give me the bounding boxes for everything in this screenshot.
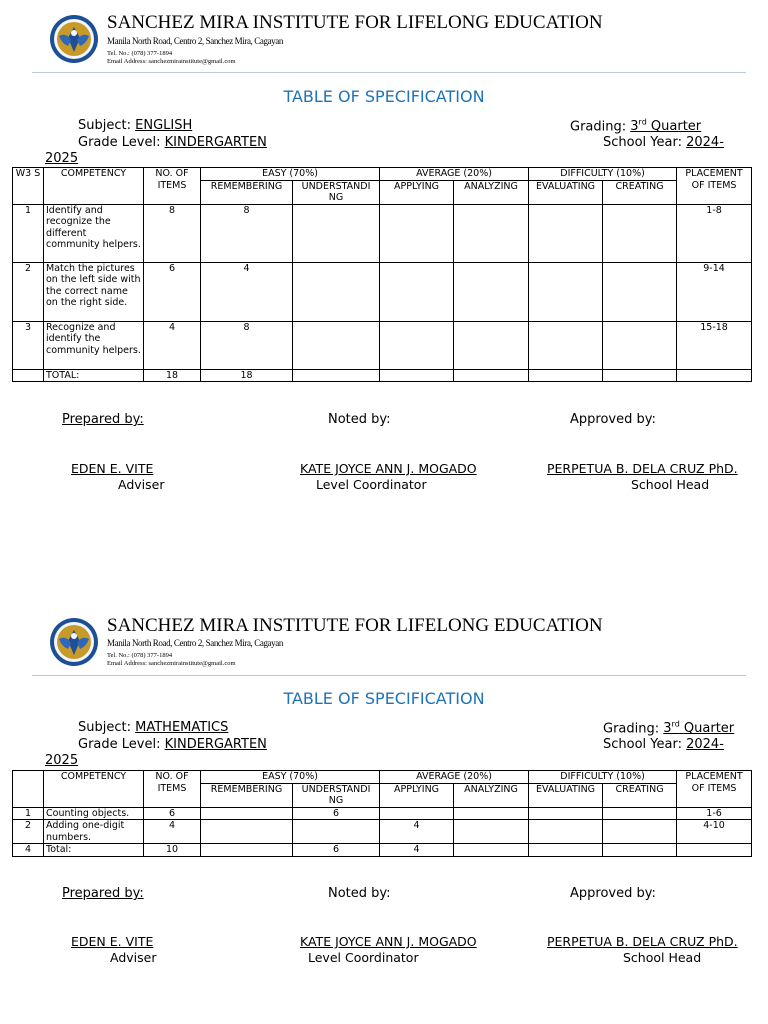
grade-level-value: KINDERGARTEN: [164, 737, 267, 752]
noted-by-label: Noted by:: [328, 886, 391, 901]
adviser-name: EDEN E. VITE: [71, 934, 154, 949]
school-year-continued: 2025: [45, 151, 79, 166]
header-competency: COMPETENCY: [44, 771, 144, 808]
prepared-by-label: Prepared by:: [62, 412, 144, 427]
subject-value: MATHEMATICS: [135, 720, 229, 735]
coordinator-role: Level Coordinator: [316, 477, 427, 492]
header-understanding: UNDERSTANDI NG: [293, 783, 380, 807]
coordinator-name: KATE JOYCE ANN J. MOGADO: [300, 461, 477, 476]
header-analyzing: ANALYZING: [454, 180, 529, 204]
grade-level-label: Grade Level:: [78, 737, 161, 752]
grading-line: [603, 720, 734, 736]
header-average: AVERAGE (20%): [380, 771, 529, 784]
header-easy: EASY (70%): [201, 168, 380, 181]
grading-label: Grading:: [570, 119, 627, 135]
grading-line: [570, 118, 701, 134]
page-title: TABLE OF SPECIFICATION: [283, 689, 485, 708]
table-row: 2 Match the pictures on the left side with the correct name on the right side. 6 4 9-14: [13, 262, 752, 321]
school-year-value: 2024-: [686, 737, 724, 752]
school-year-label: School Year:: [603, 737, 682, 752]
header-creating: CREATING: [603, 783, 677, 807]
subject-label: Subject:: [78, 118, 131, 133]
school-address: Manila North Road, Centro 2, Sanchez Mira, Cagayan: [107, 36, 283, 46]
header-analyzing: ANALYZING: [454, 783, 529, 807]
table-total-row: 4 Total: 10 6 4: [13, 844, 752, 857]
header-evaluating: EVALUATING: [529, 783, 603, 807]
adviser-role: Adviser: [118, 477, 165, 492]
adviser-name: EDEN E. VITE: [71, 461, 154, 476]
prepared-by-label: Prepared by:: [62, 886, 144, 901]
grade-level-value: KINDERGARTEN: [164, 135, 267, 150]
noted-by-label: Noted by:: [328, 412, 391, 427]
school-tel: Tel. No.: (078) 377-1894: [107, 652, 173, 659]
school-seal-icon: [49, 617, 99, 667]
grade-level-label: Grade Level:: [78, 135, 161, 150]
school-email: Email Address: sanchezmirainstitute@gmail.com: [107, 58, 236, 65]
grade-level-line: [78, 737, 267, 752]
header-items: NO. OF ITEMS: [144, 168, 201, 205]
header-applying: APPLYING: [380, 783, 454, 807]
school-address: Manila North Road, Centro 2, Sanchez Mira, Cagayan: [107, 638, 283, 648]
school-head-role: School Head: [631, 477, 710, 492]
header-evaluating: EVALUATING: [529, 180, 603, 204]
school-tel: Tel. No.: (078) 377-1894: [107, 50, 173, 57]
grading-value: 3rd Quarter: [663, 720, 735, 737]
school-name: SANCHEZ MIRA INSTITUTE FOR LIFELONG EDUCATION: [107, 12, 603, 33]
table-total-row: TOTAL: 18 18: [13, 369, 752, 382]
subject-line: [78, 720, 228, 735]
table-row: 2 Adding one-digit numbers. 4 4 4-10: [13, 820, 752, 844]
grade-level-line: [78, 135, 267, 150]
header-average: AVERAGE (20%): [380, 168, 529, 181]
approved-by-label: Approved by:: [570, 886, 656, 901]
header-remembering: REMEMBERING: [201, 180, 293, 204]
approved-by-label: Approved by:: [570, 412, 656, 427]
subject-value: ENGLISH: [135, 118, 193, 133]
table-row: 3 Recognize and identify the community helpers. 4 8 15-18: [13, 321, 752, 369]
school-head-role: School Head: [623, 950, 702, 965]
specification-table: [12, 167, 752, 382]
header-competency: COMPETENCY: [44, 168, 144, 205]
coordinator-role: Level Coordinator: [308, 950, 419, 965]
header-easy: EASY (70%): [201, 771, 380, 784]
school-name: SANCHEZ MIRA INSTITUTE FOR LIFELONG EDUCATION: [107, 615, 603, 636]
school-year-continued: 2025: [45, 753, 79, 768]
school-year-line: [603, 135, 724, 150]
header-understanding: UNDERSTANDI NG: [293, 180, 380, 204]
adviser-role: Adviser: [110, 950, 157, 965]
header-placement: PLACEMENT OF ITEMS: [677, 168, 752, 205]
school-year-label: School Year:: [603, 135, 682, 150]
school-head-name: PERPETUA B. DELA CRUZ PhD.: [547, 934, 738, 949]
header-applying: APPLYING: [380, 180, 454, 204]
header-divider: [32, 675, 746, 676]
school-head-name: PERPETUA B. DELA CRUZ PhD.: [547, 461, 738, 476]
header-items: NO. OF ITEMS: [144, 771, 201, 808]
header-weeks: [13, 771, 44, 808]
header-creating: CREATING: [603, 180, 677, 204]
subject-label: Subject:: [78, 720, 131, 735]
header-weeks: W3 S: [13, 168, 44, 205]
school-year-line: [603, 737, 724, 752]
table-row: 1 Identify and recognize the different community helpers. 8 8 1-8: [13, 204, 752, 262]
table-row: 1 Counting objects. 6 6 1-6: [13, 807, 752, 820]
school-year-value: 2024-: [686, 135, 724, 150]
grading-label: Grading:: [603, 721, 660, 737]
header-placement: PLACEMENT OF ITEMS: [677, 771, 752, 808]
coordinator-name: KATE JOYCE ANN J. MOGADO: [300, 934, 477, 949]
header-remembering: REMEMBERING: [201, 783, 293, 807]
page-title: TABLE OF SPECIFICATION: [283, 87, 485, 106]
school-seal-icon: [49, 14, 99, 64]
subject-line: [78, 118, 192, 133]
header-divider: [32, 72, 746, 73]
grading-value: 3rd Quarter: [630, 118, 702, 135]
header-difficulty: DIFFICULTY (10%): [529, 168, 677, 181]
specification-table: [12, 770, 752, 857]
header-difficulty: DIFFICULTY (10%): [529, 771, 677, 784]
school-email: Email Address: sanchezmirainstitute@gmail.com: [107, 660, 236, 667]
